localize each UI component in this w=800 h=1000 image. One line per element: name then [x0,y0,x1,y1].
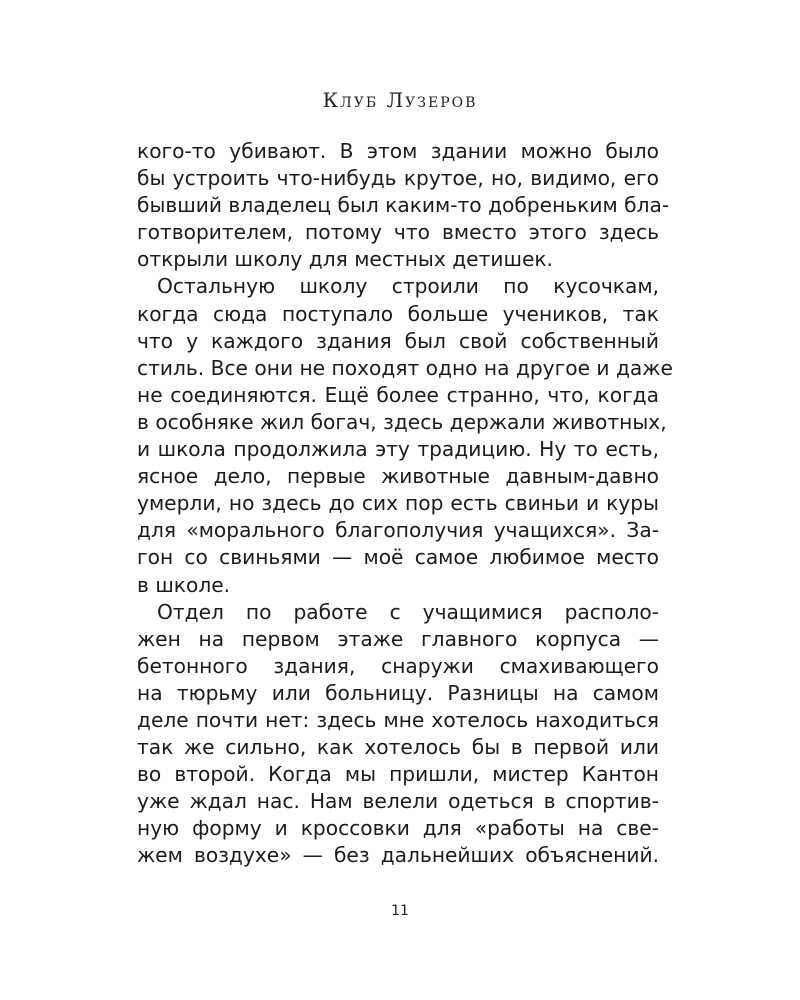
text-line: уже ждал нас. Нам велели одеться в спортив- [137,789,659,814]
text-line: на тюрьму или больницу. Разницы на самом [137,680,659,705]
page-number: 11 [391,903,409,919]
text-line: когда сюда поступало больше учеников, так [137,301,659,326]
text-line: умерли, но здесь до сих пор есть свиньи и куры [137,491,659,516]
text-line: Остальную школу строили по кусочкам, [157,274,659,299]
text-line: для «морального благополучия учащихся». За- [137,518,659,543]
text-line: кого-то убивают. В этом здании можно было [137,139,659,163]
text-line: открыли школу для местных детишек. [137,247,553,272]
text-line: в школе. [137,572,231,597]
text-line: бывший владелец был каким-то добреньким бла- [137,193,670,218]
text-line: ную форму и кроссовки для «работы на све- [137,816,659,841]
text-line: стиль. Все они не походят одно на другое и даже [137,355,673,380]
text-line: жем воздухе» — без дальнейших объяснений. [137,843,659,868]
text-line: жен на первом этаже главного корпуса — [137,626,659,651]
text-line: во второй. Когда мы пришли, мистер Кантон [137,762,659,787]
text-line: бетонного здания, снаружи смахивающего [137,653,659,678]
text-line: деле почти нет: здесь мне хотелось находиться [137,707,659,732]
text-line: гон со свиньями — моё самое любимое место [137,545,659,570]
running-head: Клуб Лузеров [322,88,478,112]
text-line: так же сильно, как хотелось бы в первой или [137,735,659,760]
text-line: готворителем, потому что вместо этого здесь [137,220,659,245]
text-line: ясное дело, первые животные давным-давно [137,464,659,489]
text-line: и школа продолжила эту традицию. Ну то есть, [137,437,659,462]
text-line: Отдел по работе с учащимися располо- [157,599,659,624]
text-line: бы устроить что-нибудь крутое, но, видимо, его [137,166,659,191]
body-text [137,138,673,870]
text-line: не соединяются. Ещё более странно, что, когда [137,382,659,407]
text-line: что у каждого здания был свой собственный [137,328,659,353]
text-line: в особняке жил богач, здесь держали животных, [137,409,667,434]
